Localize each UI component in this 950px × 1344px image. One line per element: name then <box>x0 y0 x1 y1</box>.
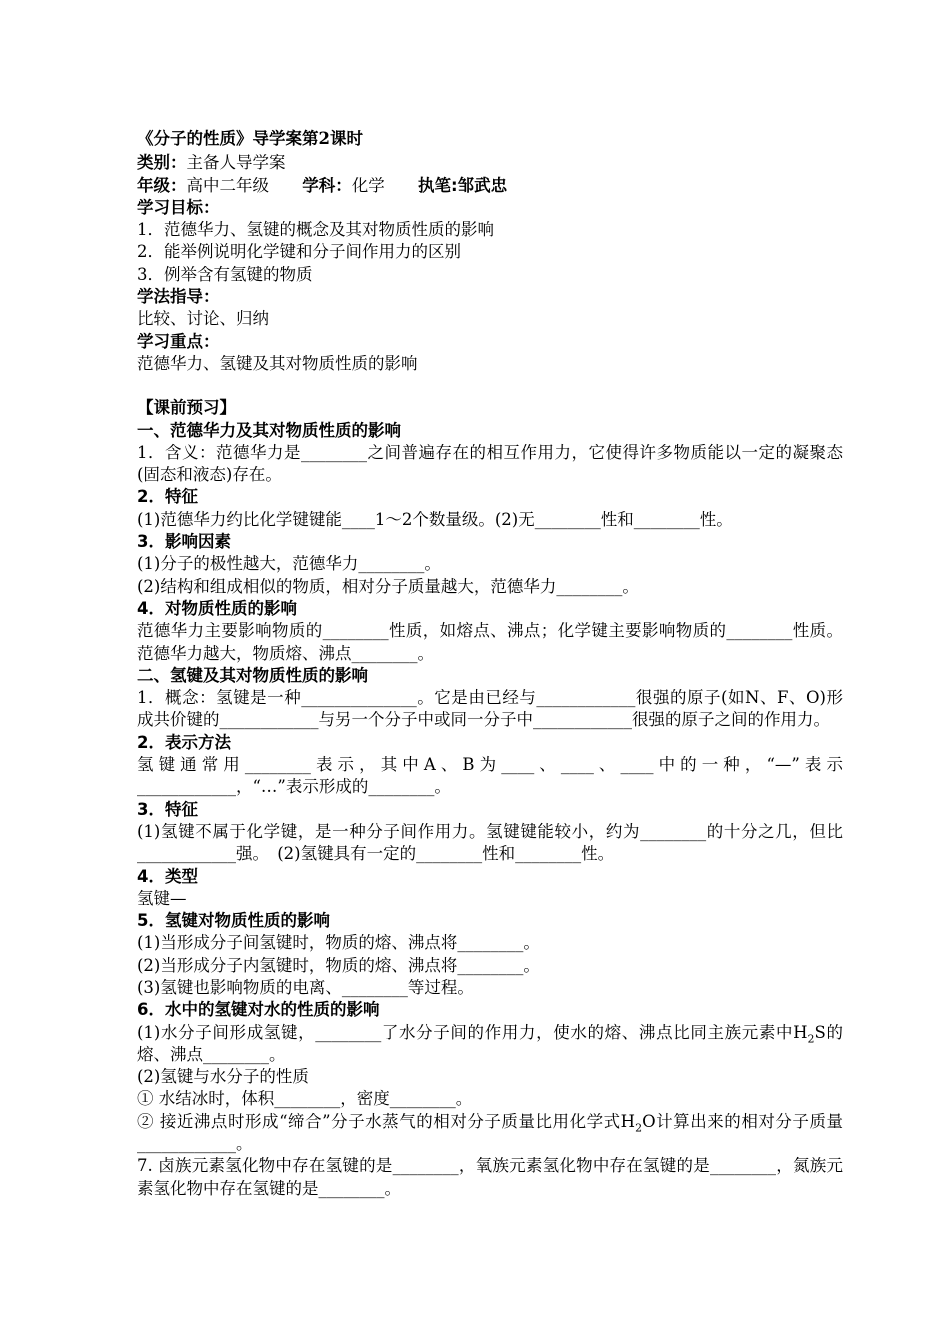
goal-item: 3．例举含有氢键的物质 <box>137 264 313 284</box>
document-page <box>137 128 843 1200</box>
method-text: 比较、讨论、归纳 <box>137 309 269 329</box>
goal-item: 2．能举例说明化学键和分子间作用力的区别 <box>137 242 461 262</box>
s2-type-heading: 4．类型 <box>137 866 198 886</box>
document-title: 《分子的性质》导学案第2课时 <box>137 129 363 148</box>
water-4-pre: ② 接近沸点时形成“缔合”分子水蒸气的相对分子质量比用化学式H <box>137 1111 636 1131</box>
s1-feature-heading: 2．特征 <box>137 487 198 507</box>
subject-label: 学科： <box>302 175 352 195</box>
method-heading: 学法指导： <box>137 287 220 307</box>
water-1-sub: 2 <box>807 1031 815 1045</box>
s1-definition: 1．含义：范德华力是________之间普遍存在的相互作用力，它使得许多物质能以一定的凝聚态(固态和液态)存在。 <box>137 442 843 485</box>
s1-effect-text: 范德华力主要影响物质的________性质，如熔点、沸点；化学键主要影响物质的________性质。范德华力越大，物质熔、沸点________。 <box>137 621 843 663</box>
spacer <box>137 375 843 397</box>
grade-label: 年级： <box>137 175 187 195</box>
s1-factor-1: (1)分子的极性越大，范德华力________。 <box>137 554 441 574</box>
s2-notation-heading: 2．表示方法 <box>137 732 231 752</box>
water-4-post: O计算出来的相对分子质量____________。 <box>137 1111 843 1154</box>
goals-heading: 学习目标： <box>137 197 220 217</box>
focus-text: 范德华力、氢键及其对物质性质的影响 <box>137 353 418 373</box>
meta-row <box>137 175 843 197</box>
category-value: 主备人导学案 <box>186 153 286 173</box>
section2-heading: 二、氢键及其对物质性质的影响 <box>137 665 368 685</box>
s1-feature-text: (1)范德华力约比化学键键能____1～2个数量级。(2)无________性和________性。 <box>137 509 733 529</box>
meta-category <box>137 152 843 174</box>
s2-water-heading: 6．水中的氢键对水的性质的影响 <box>137 1000 380 1020</box>
preview-heading: 【课前预习】 <box>137 398 236 418</box>
s2-effect-3: (3)氢键也影响物质的电离、________等过程。 <box>137 977 474 997</box>
s1-effect-heading: 4．对物质性质的影响 <box>137 598 297 618</box>
author-value: 邹武忠 <box>457 175 508 195</box>
focus-heading: 学习重点： <box>137 331 220 351</box>
s2-effect-1: (1)当形成分子间氢键时，物质的熔、沸点将________。 <box>137 933 540 953</box>
s2-effect-heading: 5．氢键对物质性质的影响 <box>137 911 330 931</box>
section1-heading: 一、范德华力及其对物质性质的影响 <box>137 420 401 440</box>
grade-value: 高中二年级 <box>186 175 269 195</box>
subject-value: 化学 <box>351 175 385 195</box>
s2-water-4 <box>137 1111 843 1156</box>
s2-notation-text: 氢键通常用________表示，其中A、B为____、____、____中的一种，“—”表示____________，“…”表示形成的________。 <box>137 755 843 797</box>
s2-water-1 <box>137 1022 843 1067</box>
water-4-sub: 2 <box>635 1121 643 1135</box>
category-label: 类别： <box>137 153 187 173</box>
water-1-pre: (1)水分子间形成氢键，________了水分子间的作用力，使水的熔、沸点比同主族元素中H <box>137 1022 808 1042</box>
water-1-post: S的熔、沸点________。 <box>137 1022 843 1064</box>
s2-water-2: (2)氢键与水分子的性质 <box>137 1067 309 1087</box>
author-label: 执笔: <box>418 175 458 195</box>
s2-feature-text: (1)氢键不属于化学键，是一种分子间作用力。氢键键能较小，约为________的十分之几，但比____________强。 (2)氢键具有一定的________性和________性。 <box>137 821 843 864</box>
s2-hydrides: 7. 卤族元素氢化物中存在氢键的是________，氧族元素氢化物中存在氢键的是________，氮族元素氢化物中存在氢键的是________。 <box>137 1156 843 1198</box>
s2-type-text: 氢键— <box>137 888 187 908</box>
s2-water-3: ① 水结冰时，体积________，密度________。 <box>137 1089 473 1109</box>
s1-factor-2: (2)结构和组成相似的物质，相对分子质量越大，范德华力________。 <box>137 576 639 596</box>
s2-concept: 1．概念：氢键是一种______________。它是由已经与____________很强的原子(如N、F、O)形成共价键的____________与另一个分子中或同一分子中____________很强的原子之间的作用力。 <box>137 688 843 730</box>
s1-factors-heading: 3．影响因素 <box>137 532 231 552</box>
goal-item: 1．范德华力、氢键的概念及其对物质性质的影响 <box>137 220 494 240</box>
s2-feature-heading: 3．特征 <box>137 799 198 819</box>
s2-effect-2: (2)当形成分子内氢键时，物质的熔、沸点将________。 <box>137 955 540 975</box>
